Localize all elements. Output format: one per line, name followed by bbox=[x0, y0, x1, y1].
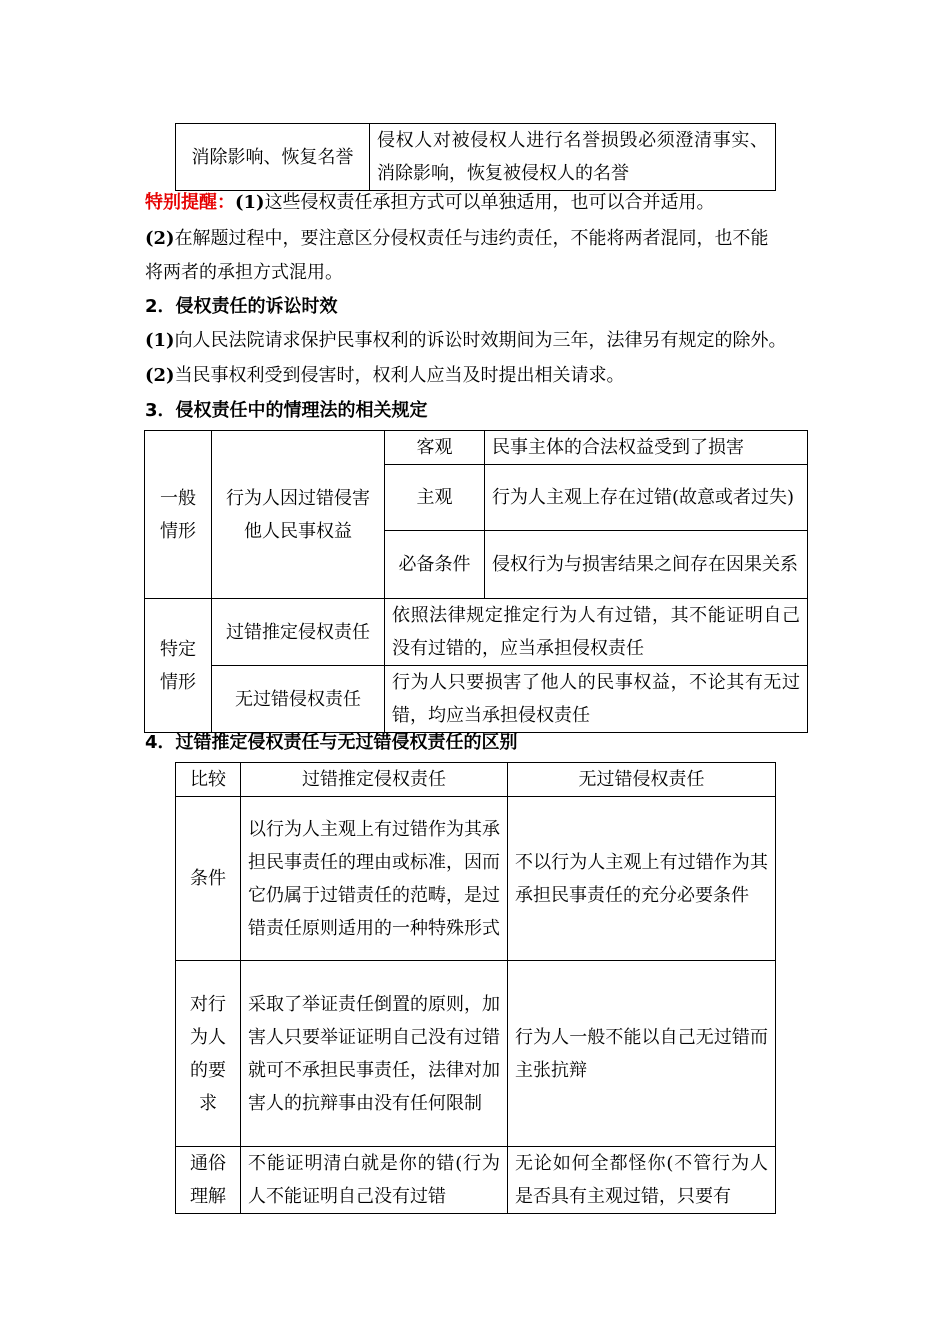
rule-value-subjective: 行为人主观上存在过错(故意或者过失) bbox=[485, 465, 808, 531]
special-value-presumed: 依照法律规定推定行为人有过错，其不能证明自己没有过错的，应当承担侵权责任 bbox=[385, 599, 808, 666]
section-3-title: 3．侵权责任中的情理法的相关规定 bbox=[145, 400, 428, 421]
tip-p1-text: 这些侵权责任承担方式可以单独适用，也可以合并适用。 bbox=[264, 192, 715, 213]
tip-p1-num: (1) bbox=[235, 192, 265, 213]
special-key-presumed: 过错推定侵权责任 bbox=[212, 599, 385, 666]
tip-paragraph-1 bbox=[145, 186, 810, 219]
tip-label: 特别提醒： bbox=[145, 192, 235, 213]
requirement-nofault: 行为人一般不能以自己无过错而主张抗辩 bbox=[508, 961, 776, 1147]
rule-value-objective: 民事主体的合法权益受到了损害 bbox=[485, 431, 808, 465]
section-2-paragraph-1 bbox=[145, 324, 810, 357]
section-4-title: 4．过错推定侵权责任与无过错侵权责任的区别 bbox=[145, 732, 518, 753]
rule-value-required: 侵权行为与损害结果之间存在因果关系 bbox=[485, 531, 808, 599]
section-2-title: 2．侵权责任的诉讼时效 bbox=[145, 296, 338, 317]
condition-nofault: 不以行为人主观上有过错作为其承担民事责任的充分必要条件 bbox=[508, 797, 776, 961]
table-header-row bbox=[176, 763, 776, 797]
general-case-label bbox=[145, 431, 212, 599]
rule-key-objective: 客观 bbox=[385, 431, 485, 465]
general-case-definition: 行为人因过错侵害他人民事权益 bbox=[212, 431, 385, 599]
row-label-condition: 条件 bbox=[176, 797, 241, 961]
sec2-p1-num: (1) bbox=[145, 330, 175, 351]
tip-paragraph-2-cont bbox=[145, 256, 810, 289]
table-row bbox=[176, 961, 776, 1147]
requirement-presumed: 采取了举证责任倒置的原则，加害人只要举证证明自己没有过错就可不承担民事责任，法律对加害人的抗辩事由没有任何限制 bbox=[241, 961, 508, 1147]
condition-presumed: 以行为人主观上有过错作为其承担民事责任的理由或标准，因而它仍属于过错责任的范畴，是过错责任原则适用的一种特殊形式 bbox=[241, 797, 508, 961]
table-row bbox=[176, 1147, 776, 1214]
sec2-p1-text: 向人民法院请求保护民事权利的诉讼时效期间为三年，法律另有规定的除外。 bbox=[174, 330, 787, 351]
plain-label-text: 通俗理解 bbox=[190, 1153, 226, 1207]
plain-presumed: 不能证明清白就是你的错(行为人不能证明自己没有过错 bbox=[241, 1147, 508, 1214]
plain-nofault: 无论如何全都怪你(不管行为人是否具有主观过错，只要有 bbox=[508, 1147, 776, 1214]
requirement-label-text: 对行为人的要求 bbox=[190, 993, 226, 1114]
table-row bbox=[145, 431, 808, 465]
tip-p2-text-a: 在解题过程中，要注意区分侵权责任与违约责任，不能将两者混同，也不能 bbox=[174, 228, 769, 249]
comparison-table bbox=[175, 762, 776, 1214]
header-nofault: 无过错侵权责任 bbox=[508, 763, 776, 797]
table-row bbox=[145, 666, 808, 733]
remedy-table bbox=[175, 123, 776, 191]
special-case-label bbox=[145, 599, 212, 733]
special-key-nofault: 无过错侵权责任 bbox=[212, 666, 385, 733]
remedy-term: 消除影响、恢复名誉 bbox=[176, 124, 370, 191]
remedy-desc: 侵权人对被侵权人进行名誉损毁必须澄清事实、消除影响，恢复被侵权人的名誉 bbox=[370, 124, 776, 191]
sec2-p2-text: 当民事权利受到侵害时，权利人应当及时提出相关请求。 bbox=[174, 365, 625, 386]
table-row bbox=[176, 797, 776, 961]
tip-paragraph-2 bbox=[145, 222, 810, 255]
tort-rules-table bbox=[144, 430, 808, 733]
table-row bbox=[145, 599, 808, 666]
rule-key-subjective: 主观 bbox=[385, 465, 485, 531]
section-2-paragraph-2 bbox=[145, 359, 810, 392]
tip-p2-num: (2) bbox=[145, 228, 175, 249]
row-label-requirement bbox=[176, 961, 241, 1147]
sec2-p2-num: (2) bbox=[145, 365, 175, 386]
header-compare: 比较 bbox=[176, 763, 241, 797]
row-label-plain bbox=[176, 1147, 241, 1214]
header-presumed: 过错推定侵权责任 bbox=[241, 763, 508, 797]
general-case-text: 一般情形 bbox=[160, 487, 196, 542]
special-value-nofault: 行为人只要损害了他人的民事权益，不论其有无过错，均应当承担侵权责任 bbox=[385, 666, 808, 733]
rule-key-required: 必备条件 bbox=[385, 531, 485, 599]
tip-p2-text-b: 将两者的承担方式混用。 bbox=[145, 262, 343, 283]
special-case-text: 特定情形 bbox=[160, 638, 196, 693]
table-row bbox=[176, 124, 776, 191]
